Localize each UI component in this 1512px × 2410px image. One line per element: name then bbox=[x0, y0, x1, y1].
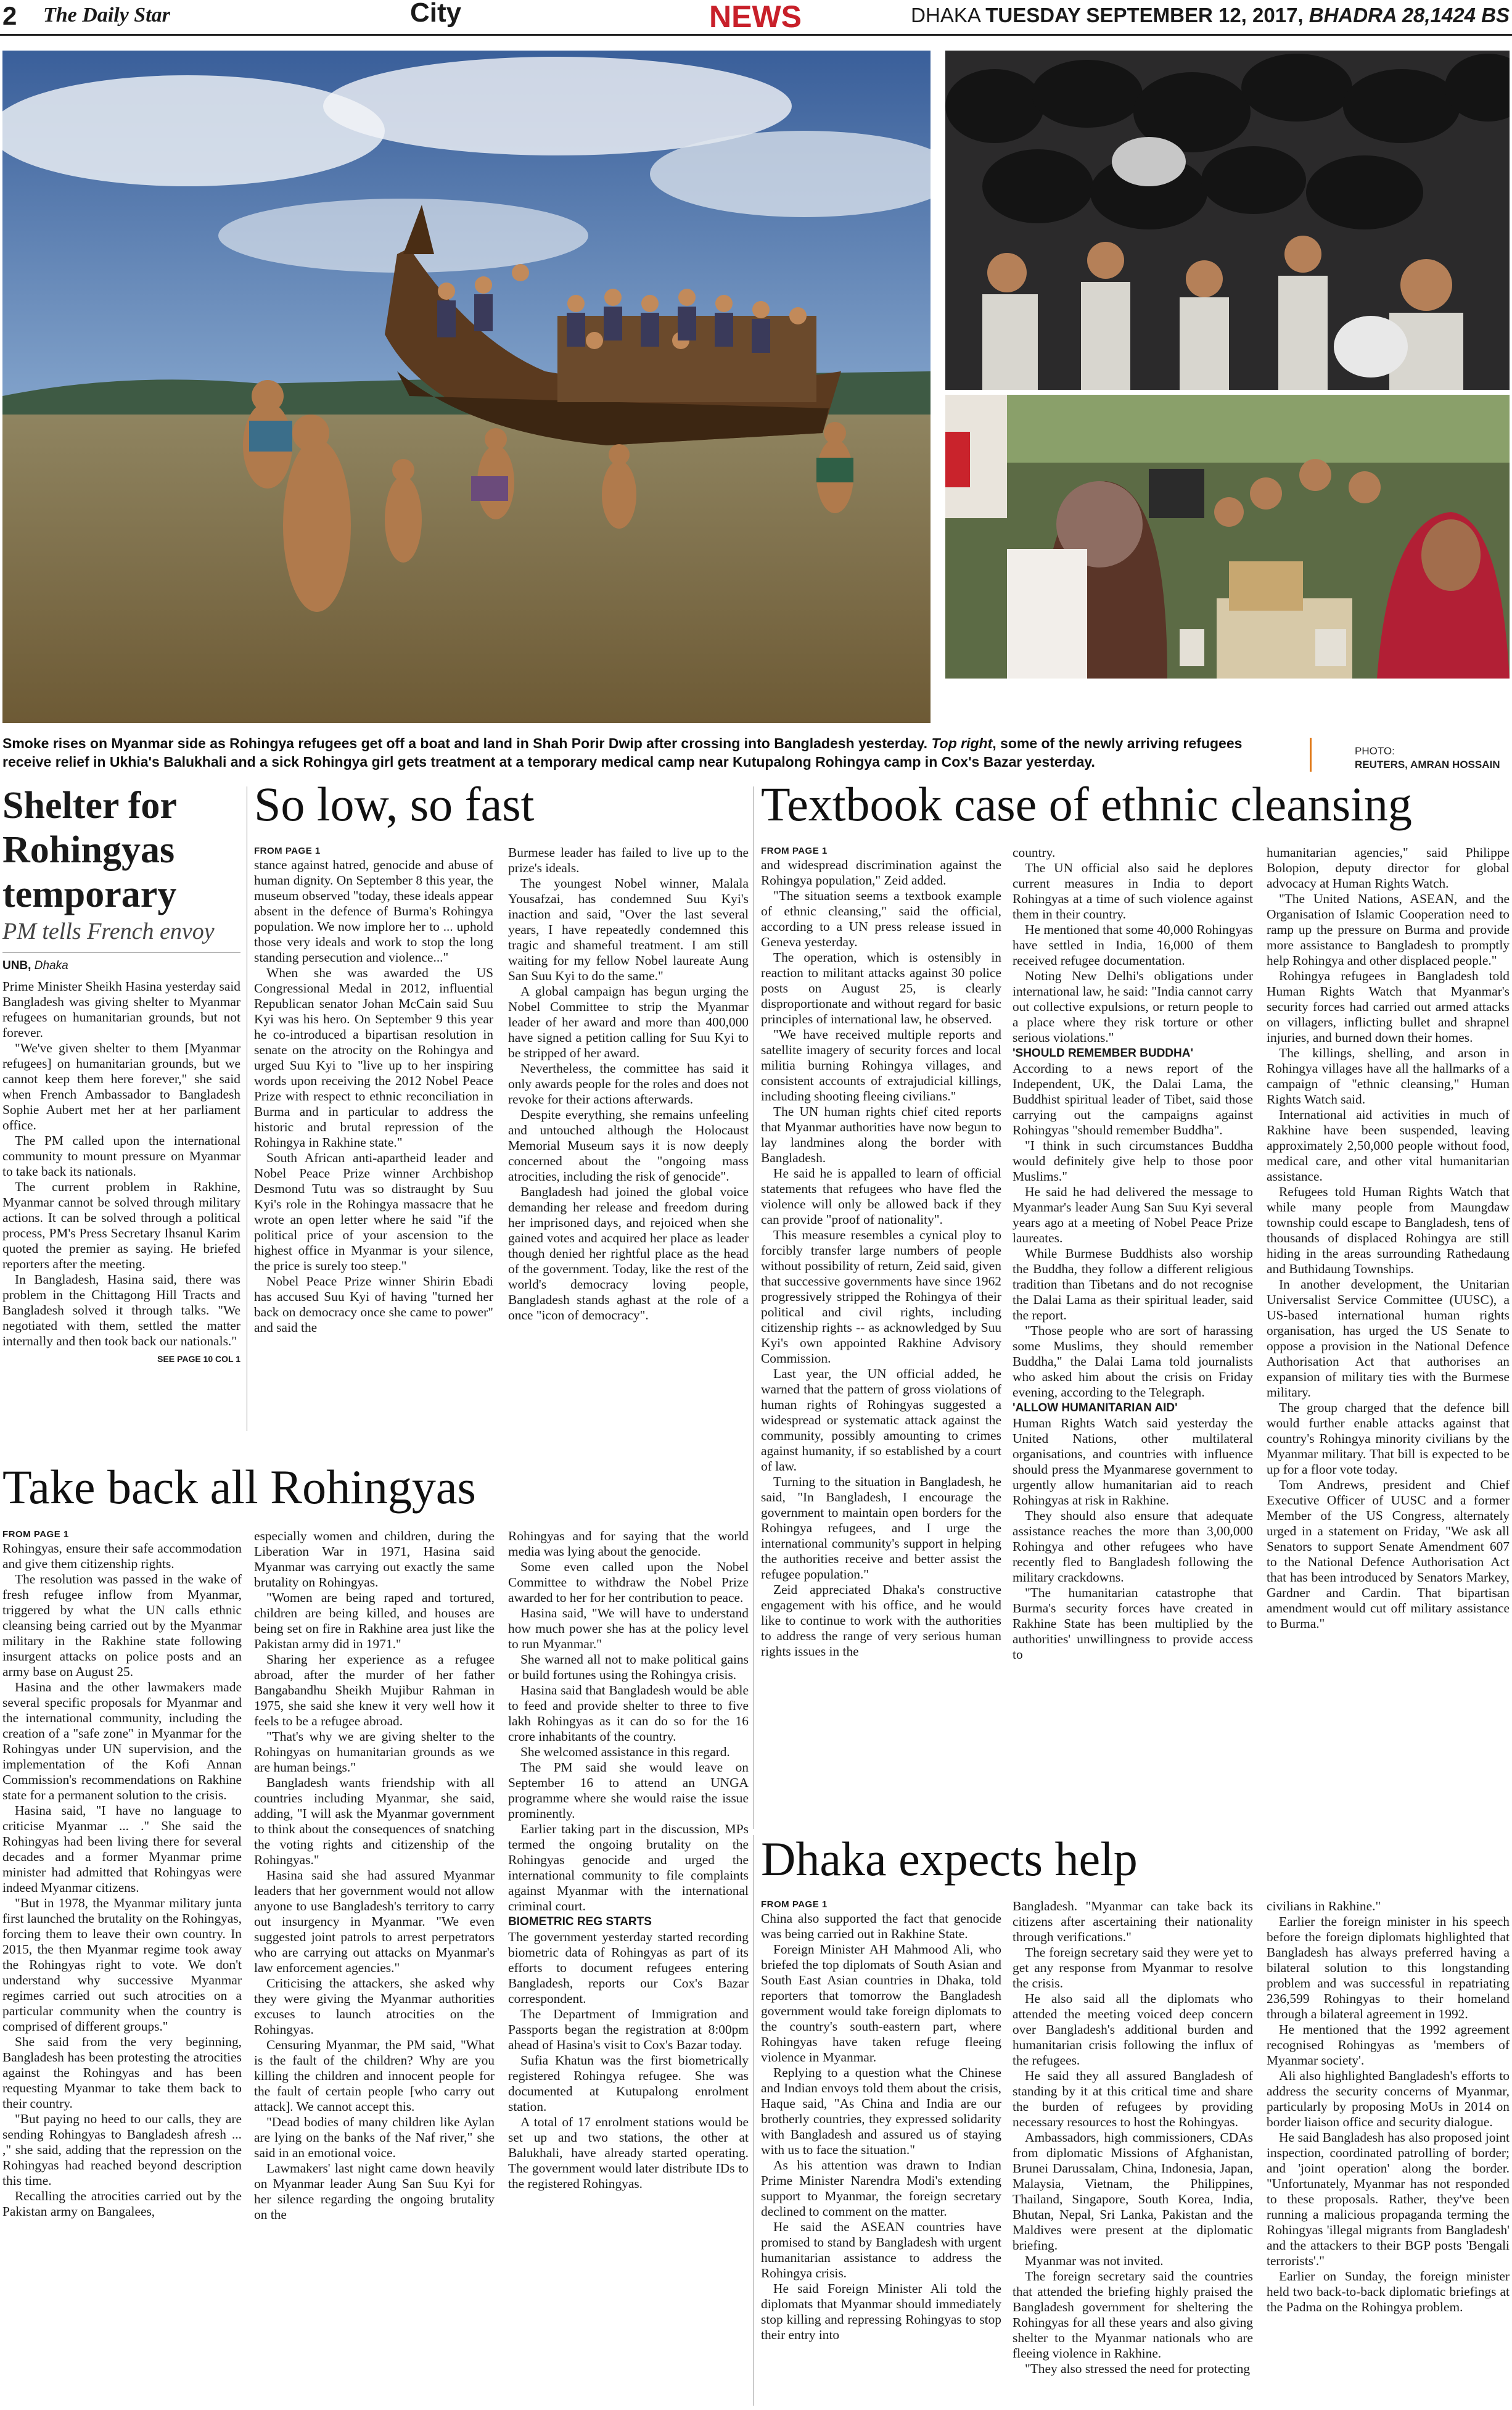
paragraph: Hasina said, "I have no language to criticise Myanmar ... ." She said the Rohingyas had been living there for several decades and a former Myanmar prime minister had admitted that Rohingyas were indeed Myanmar citizens. bbox=[2, 1803, 242, 1895]
credit-label: PHOTO: bbox=[1355, 745, 1395, 757]
paragraph: Noting New Delhi's obligations under international law, he said: "India cannot carry out collective expulsions, or return people to a place where they risk torture or other serious violations." bbox=[1013, 968, 1253, 1045]
paragraph: Ali also highlighted Bangladesh's efforts to address the security concerns of Myanmar, particularly by proposing MoUs in 2014 on border liaison office and security dialogue. bbox=[1267, 2068, 1510, 2129]
paragraph: The killings, shelling, and arson in Rohingya villages have all the hallmarks of a campaign of "ethnic cleansing," Human Rights Watch said. bbox=[1267, 1046, 1510, 1107]
subhead-remember-buddha: 'SHOULD REMEMBER BUDDHA' bbox=[1013, 1047, 1193, 1060]
paragraph: He said Bangladesh has also proposed joint inspection, coordinated patrolling of border; and 'joint operation' along the border. "Unfortunately, Myanmar has not responded to these proposals. Rather, they've been running a malicious propaganda terming the Rohingyas 'illegal migrants from Bangladesh' and the attackers to their BGP posts 'Bengali terrorists'." bbox=[1267, 2130, 1510, 2268]
shelter-see-page: SEE PAGE 10 COL 1 bbox=[157, 1354, 240, 1364]
paragraph: He said he is appalled to learn of official statements that refugees who have fled the violence will only be allowed back if they can provide "proof of nationality". bbox=[761, 1166, 1001, 1227]
paragraph: "The situation seems a textbook example of ethnic cleansing," said the official, according to a UN press release issued in Geneva yesterday. bbox=[761, 888, 1001, 949]
paragraph: and widespread discrimination against the Rohingya population," Zeid added. bbox=[761, 857, 1001, 888]
textbook-col-2 bbox=[1013, 845, 1253, 1832]
subhead-biometric: BIOMETRIC REG STARTS bbox=[508, 1915, 652, 1928]
paragraph: "I think in such circumstances Buddha would definitely give help to those poor Muslims." bbox=[1013, 1138, 1253, 1184]
dhaka-col-2 bbox=[1013, 1899, 1253, 2408]
paper-name: The Daily Star bbox=[43, 4, 170, 27]
paragraph: A global campaign has begun urging the Nobel Committee to strip the Myanmar leader of her award and more than 400,000 have signed a petition calling for Suu Kyi to be stripped of her award. bbox=[508, 984, 749, 1060]
paragraph: Human Rights Watch said yesterday the United Nations, other multilateral organisations, and countries with influence should press the Myanmarese government to urgently allow humanitarian aid to reach Rohingyas at risk in Rakhine. bbox=[1013, 1416, 1253, 1508]
paragraph: The foreign secretary said the countries that attended the briefing highly praised the Bangladesh government for sheltering the Rohingyas for all these years and also giving shelter to the Myanmar nationals who are fleeing violence in Rakhine. bbox=[1013, 2269, 1253, 2361]
photo-credit bbox=[1355, 745, 1509, 772]
paragraph: Rohingya refugees in Bangladesh told Human Rights Watch that Myanmar's security forces had carried out armed attacks on villagers, inflicting bullet and shrapnel injuries, and burned down their homes. bbox=[1267, 968, 1510, 1045]
paragraph: While Burmese Buddhists also worship the Buddha, they follow a different religious tradition than Tibetans and do not recognise the Dalai Lama as their spiritual leader, said the report. bbox=[1013, 1246, 1253, 1323]
paragraph: stance against hatred, genocide and abuse of human dignity. On September 8 this year, the museum observed "today, these ideals appear absent in the defence of Burma's Rohingya population. We now implore her to ... uphold those very ideals and work to stop the long standing persecution and violence..." bbox=[254, 857, 493, 965]
paragraph: Rohingyas and for saying that the world media was lying about the genocide. bbox=[508, 1529, 749, 1559]
paragraph: "They also stressed the need for protecting bbox=[1025, 2361, 1251, 2376]
relief-photo bbox=[945, 51, 1510, 390]
paragraph: Earlier taking part in the discussion, MPs termed the ongoing brutality on the Rohingyas genocide and urged the international community to file complaints against Myanmar with the international criminal court. bbox=[508, 1822, 749, 1913]
paragraph: She welcomed assistance in this regard. bbox=[520, 1744, 730, 1759]
paragraph: When she was awarded the US Congressional Medal in 2012, influential Republican senator Johan McCain said Suu Kyi was his hero. On September 9 this year he co-introduced a bipartisan resolution in senate on the atrocity on the Rohingya and urged Suu Kyi to "live up to her inspiring words upon receiving the 2012 Nobel Peace Prize with respect to ethnic reconciliation in Burma and in particular to address the historic and brutal repression of the Rohingya in Rakhine state." bbox=[254, 965, 493, 1150]
paragraph: He said Foreign Minister Ali told the diplomats that Myanmar should immediately stop killing and repressing Rohingyas to stop their entry into bbox=[761, 2281, 1001, 2342]
paragraph: Nobel Peace Prize winner Shirin Ebadi has accused Suu Kyi of having "turned her back on democracy once she came to power" and said the bbox=[254, 1274, 493, 1335]
medical-camp-photo-image bbox=[945, 395, 1510, 679]
dateline-prefix: DHAKA bbox=[911, 4, 986, 27]
paragraph: civilians in Rakhine." bbox=[1267, 1899, 1381, 1913]
paragraph: Bangladesh wants friendship with all countries including Myanmar, she said, adding, "I will ask the Myanmar government to think about the consequences of snatching the voting rights and citizenship of the Rohingyas." bbox=[254, 1775, 495, 1867]
paragraph: The UN official also said he deplores current measures in India to deport Rohingyas at a time of such violence against them in their country. bbox=[1013, 860, 1253, 922]
paragraph: Refugees told Human Rights Watch that while many people from Maungdaw township could escape to Bangladesh, tens of thousands of displaced Rohingya are still hiding in the areas surrounding Rathedaung and Buthidaung Townships. bbox=[1267, 1184, 1510, 1276]
solow-col-2 bbox=[508, 845, 749, 1437]
paragraph: country. bbox=[1013, 845, 1056, 860]
caption-divider bbox=[1310, 738, 1312, 772]
paragraph: The PM said she would leave on September 16 to attend an UNGA programme where she would raise the issue prominently. bbox=[508, 1760, 749, 1821]
relief-photo-image bbox=[945, 51, 1510, 390]
paragraph: He mentioned that some 40,000 Rohingyas have settled in India, 16,000 of them received refugee documentation. bbox=[1013, 922, 1253, 968]
textbook-headline: Textbook case of ethnic cleansing bbox=[761, 777, 1412, 831]
paragraph: He said the ASEAN countries have promised to stand by Bangladesh with urgent humanitarian assistance to address the Rohingya crisis. bbox=[761, 2219, 1001, 2280]
paragraph: Earlier the foreign minister in his speech before the foreign diplomats highlighted that Bangladesh has always preferred having a bilateral solution to this longstanding problem and was successful in repatriating 236,599 Rohingyas to their homeland through a bilateral agreement in 1992. bbox=[1267, 1914, 1510, 2021]
dateline-bangla: BHADRA 28,1424 BS bbox=[1303, 4, 1510, 27]
paragraph: Lawmakers' last night came down heavily on Myanmar leader Aung San Suu Kyi for her silence regarding the ongoing brutality on the bbox=[254, 2161, 495, 2222]
paragraph: Turning to the situation in Bangladesh, he said, "In Bangladesh, I encourage the government to maintain open borders for the Rohingya refugees, and I urge the international community's support in helping the authorities receive and better assist the refugee population." bbox=[761, 1474, 1001, 1582]
takeback-col-1 bbox=[2, 1529, 242, 2408]
paragraph: The operation, which is ostensibly in reaction to militant attacks against 30 police posts on August 25, is clearly disproportionate and without regard for basic principles of international law, he observed. bbox=[761, 950, 1001, 1026]
boat-photo-image bbox=[2, 51, 931, 723]
paragraph: The PM called upon the international community to mount pressure on Myanmar to take back its nationals. bbox=[2, 1133, 240, 1179]
paragraph: Foreign Minister AH Mahmood Ali, who briefed the top diplomats of South Asian and South East Asian countries in Dhaka, told reporters that tomorrow the Bangladesh government would take foreign diplomats to the country's south-eastern part, where Rohingyas have taken refuge fleeing violence in Myanmar. bbox=[761, 1942, 1001, 2065]
paragraph: Replying to a question what the Chinese and Indian envoys told them about the crisis, Haque said, "As China and India are our brotherly countries, they expressed solidarity with Bangladesh and assured us of staying with us to face the situation." bbox=[761, 2065, 1001, 2157]
news-label: NEWS bbox=[709, 0, 802, 34]
paragraph: Hasina and the other lawmakers made several specific proposals for Myanmar and the international community, including the creation of a "safe zone" in Myanmar for the Rohingyas under UN supervision, and the implementation of the Kofi Annan Commission's recommendations on Rakhine state for a permanent solution to the crisis. bbox=[2, 1680, 242, 1802]
paragraph: Censuring Myanmar, the PM said, "What is the fault of the children? Why are you killing the children and innocent people for the fault of certain people [who carry out attack]. We cannot accept this. bbox=[254, 2037, 495, 2114]
paragraph: China also supported the fact that genocide was being carried out in Rakhine State. bbox=[761, 1911, 1001, 1941]
paragraph: South African anti-apartheid leader and Nobel Peace Prize winner Archbishop Desmond Tutu was so distraught by Suu Kyi's role in the Rohingya massacre that he wrote an open letter where he said "if the political price of your ascension to the highest office in Myanmar is your silence, the price is surely too steep." bbox=[254, 1150, 493, 1273]
paragraph: They should also ensure that adequate assistance reaches the more than 3,00,000 Rohingya and other refugees who have recently fled to Bangladesh following the military crackdowns. bbox=[1013, 1508, 1253, 1585]
solow-headline: So low, so fast bbox=[254, 777, 535, 831]
dhaka-col-3 bbox=[1267, 1899, 1510, 2408]
dateline-date: TUESDAY SEPTEMBER 12, 2017, bbox=[985, 4, 1304, 27]
paragraph: Bangladesh had joined the global voice demanding her release and freedom during her imprisoned days, and rejoiced when she gained votes and acquired her place as leader though denied her rightful place as the head of the government. Today, like the rest of the world's democracy loving people, Bangladesh stands aghast at the role of a once "icon of democracy". bbox=[508, 1184, 749, 1323]
paragraph: "The United Nations, ASEAN, and the Organisation of Islamic Cooperation need to ramp up the pressure on Burma and provide more assistance to Bangladesh to promptly help Rohingya and other displaced people." bbox=[1267, 891, 1510, 968]
paragraph: The government yesterday started recording biometric data of Rohingyas as part of its efforts to document refugees entering Bangladesh, reports our Cox's Bazar correspondent. bbox=[508, 1929, 749, 2006]
dhaka-from-page: FROM PAGE 1 bbox=[761, 1899, 828, 1910]
solow-col-1 bbox=[254, 845, 493, 1437]
paragraph: Burmese leader has failed to live up to the prize's ideals. bbox=[508, 845, 749, 875]
paragraph: Prime Minister Sheikh Hasina yesterday said Bangladesh was giving shelter to Myanmar refugees on humanitarian grounds, but not forever. bbox=[2, 979, 240, 1040]
paragraph: "But paying no heed to our calls, they are sending Rohingyas to Bangladesh afresh ... ," she said, adding that the repression on the Rohingyas had reached beyond description this time. bbox=[2, 2111, 242, 2188]
page-number: 2 bbox=[2, 1, 17, 30]
paragraph: Hasina said that Bangladesh would be able to feed and provide shelter to three to five lakh Rohingyas as it can do so for the 16 crore inhabitants of the country. bbox=[508, 1683, 749, 1744]
paragraph: "Those people who are sort of harassing some Muslims, they should remember Buddha," the Dalai Lama told journalists who asked him about the crisis on Friday evening, according to the Telegraph. bbox=[1013, 1323, 1253, 1400]
paragraph: The UN human rights chief cited reports that Myanmar authorities have now begun to lay landmines along the border with Bangladesh. bbox=[761, 1104, 1001, 1165]
paragraph: He said he had delivered the message to Myanmar's leader Aung San Suu Kyi several years ago at a meeting of Nobel Peace Prize laureates. bbox=[1013, 1184, 1253, 1245]
paragraph: "Dead bodies of many children like Aylan are lying on the banks of the Naf river," she said in an emotional voice. bbox=[254, 2115, 495, 2160]
paragraph: He said they all assured Bangladesh of standing by it at this critical time and share the burden of refugees by providing necessary resources to host the Rohingyas. bbox=[1013, 2068, 1253, 2129]
takeback-from-page: FROM PAGE 1 bbox=[2, 1529, 69, 1540]
paragraph: In Bangladesh, Hasina said, there was problem in the Chittagong Hill Tracts and Bangladesh solved it through talks. "We negotiated with them, settled the matter internally and then took back our nationals." bbox=[2, 1272, 240, 1348]
shelter-rule bbox=[2, 952, 240, 953]
section-name: City bbox=[410, 0, 462, 28]
paragraph: Earlier on Sunday, the foreign minister held two back-to-back diplomatic briefings at the Padma on the Rohingya problem. bbox=[1267, 2269, 1510, 2314]
shelter-byline-place: Dhaka bbox=[34, 959, 68, 972]
subhead-humanitarian-aid: 'ALLOW HUMANITARIAN AID' bbox=[1013, 1401, 1178, 1414]
paragraph: Recalling the atrocities carried out by the Pakistan army on Bangalees, bbox=[2, 2189, 242, 2219]
paragraph: International aid activities in much of Rakhine have been suspended, leaving approximately 2,50,000 people without food, medical care, and other vital humanitarian assistance. bbox=[1267, 1107, 1510, 1184]
paragraph: Nevertheless, the committee has said it only awards people for the roles and does not revoke for their actions afterwards. bbox=[508, 1061, 749, 1107]
shelter-headline-2: Rohingyas bbox=[2, 829, 175, 871]
paragraph: Despite everything, she remains unfeeling and untouched although the Holocaust Memorial Museum says it is now deeply concerned about the "ongoing mass atrocities, including the risk of genocide". bbox=[508, 1107, 749, 1184]
medical-camp-photo bbox=[945, 395, 1510, 679]
shelter-headline-3: temporary bbox=[2, 873, 177, 915]
shelter-byline-agency: UNB, bbox=[2, 959, 35, 972]
paragraph: Hasina said, "We will have to understand how much power she has at the policy level to run Myanmar." bbox=[508, 1606, 749, 1651]
paragraph: Last year, the UN official added, he warned that the pattern of gross violations of human rights of Rohingyas suggested a widespread or systematic attack against the community, possibly amounting to crimes against humanity, if so established by a court of law. bbox=[761, 1366, 1001, 1474]
boat-photo bbox=[2, 51, 931, 723]
paragraph: "But in 1978, the Myanmar military junta first launched the brutality on the Rohingyas, forcing them to leave their own country. In 2015, the then Myanmar regime took away the Rohingyas right to vote. We don't understand why successive Myanmar regimes carried out such atrocities on a particular community when the country is comprised of different groups." bbox=[2, 1896, 242, 2034]
paragraph: He mentioned that the 1992 agreement recognised Rohingyas as 'members of Myanmar society'. bbox=[1267, 2022, 1510, 2068]
paragraph: Tom Andrews, president and Chief Executive Officer of UUSC and a former Member of the US Congress, alternately urged in a statement on Friday, "We ask all Senators to support Senate Amendment 607 to the National Defence Authorisation Act that has been introduced by Senators Markey, Gardner and Cardin. That bipartisan amendment would cut off military assistance to Burma." bbox=[1267, 1477, 1510, 1631]
paragraph: He also said all the diplomats who attended the meeting voiced deep concern over Bangladesh's additional burden and humanitarian crisis following the influx of the refugees. bbox=[1013, 1991, 1253, 2068]
paragraph: Myanmar was not invited. bbox=[1025, 2253, 1164, 2268]
dhaka-col-1 bbox=[761, 1899, 1001, 2408]
shelter-subheadline: PM tells French envoy bbox=[2, 918, 215, 944]
paragraph: The foreign secretary said they were yet to get any response from Myanmar to resolve the crisis. bbox=[1013, 1945, 1253, 1991]
masthead bbox=[0, 0, 1512, 36]
shelter-body bbox=[2, 979, 240, 1392]
paragraph: Bangladesh. "Myanmar can take back its citizens after ascertaining their nationality through verifications." bbox=[1013, 1899, 1253, 1944]
textbook-col-3 bbox=[1267, 845, 1510, 1832]
paragraph: The resolution was passed in the wake of fresh refugee inflow from Myanmar, triggered by what the UN calls ethnic cleansing being carried out by the Myanmar military in the Rakhine state following insurgent attacks on police posts and an army base on August 25. bbox=[2, 1572, 242, 1679]
paragraph: "Women are being raped and tortured, children are being killed, and houses are being set on fire in Rakhine area just like the Pakistan army did in 1971." bbox=[254, 1590, 495, 1651]
paragraph: "That's why we are giving shelter to the Rohingyas on humanitarian grounds as we are human beings." bbox=[254, 1729, 495, 1775]
paragraph: Zeid appreciated Dhaka's constructive engagement with his office, and he would like to continue to work with the authorities to address the range of very serious human rights issues in the bbox=[761, 1582, 1001, 1659]
paragraph: The Department of Immigration and Passports began the registration at 8:00pm ahead of Hasina's visit to Cox's Bazar today. bbox=[508, 2007, 749, 2052]
paragraph: humanitarian agencies," said Philippe Bolopion, deputy director for global advocacy at Human Rights Watch. bbox=[1267, 845, 1510, 891]
paragraph: "We've given shelter to them [Myanmar refugees] on humanitarian grounds, but we cannot keep them here forever," she said when French Ambassador to Bangladesh Sophie Aubert met her at her parliament office. bbox=[2, 1041, 240, 1133]
dhaka-headline: Dhaka expects help bbox=[761, 1832, 1138, 1886]
dateline bbox=[911, 4, 1510, 27]
paragraph: The current problem in Rakhine, Myanmar cannot be solved through military actions. It can be solved through a political process, PM's Press Secretary Ihsanul Karim quoted the premier as saying. He briefed reporters after the meeting. bbox=[2, 1179, 240, 1271]
takeback-headline: Take back all Rohingyas bbox=[2, 1460, 476, 1514]
paragraph: Sufia Khatun was the first biometrically registered Rohingya refugee. She was documented at Kutupalong enrolment station. bbox=[508, 2053, 749, 2114]
story-shelter bbox=[2, 783, 240, 1392]
shelter-headline-1: Shelter for bbox=[2, 785, 177, 827]
paragraph: "The humanitarian catastrophe that Burma's security forces have created in Rakhine State has been multiplied by the authorities' unwillingness to provide access to bbox=[1013, 1585, 1253, 1662]
solow-from-page: FROM PAGE 1 bbox=[254, 846, 321, 856]
paragraph: As his attention was drawn to Indian Prime Minister Narendra Modi's extending support to Myanmar, the foreign secretary declined to comment on the matter. bbox=[761, 2158, 1001, 2219]
paragraph: According to a news report of the Independent, UK, the Dalai Lama, the Buddhist spiritual leader of Tibet, said those carrying out the campaigns against Rohingyas "should remember Buddha". bbox=[1013, 1061, 1253, 1137]
paragraph: Ambassadors, high commissioners, CDAs from diplomatic Missions of Afghanistan, Brunei Darussalam, China, Indonesia, Japan, Malaysia, Vietnam, the Philippines, Thailand, Singapore, South Korea, India, Bhutan, Nepal, Sri Lanka, Pakistan and the Maldives were present at the diplomatic briefing. bbox=[1013, 2130, 1253, 2253]
paragraph: Hasina said she had assured Myanmar leaders that her government would not allow anyone to use Bangladesh's territory to carry out insurgency in Myanmar. "We even suggested joint patrols to arrest perpetrators who are carrying out attacks on Myanmar's law enforcement agencies." bbox=[254, 1868, 495, 1975]
takeback-col-2 bbox=[254, 1529, 495, 2408]
paragraph: The group charged that the defence bill would further enable attacks against that country's Rohingya minority civilians by the Myanmar military. That bill is expected to be up for a floor vote today. bbox=[1267, 1400, 1510, 1477]
paragraph: Criticising the attackers, she asked why they were giving the Myanmar authorities excuses to launch atrocities on the Rohingyas. bbox=[254, 1976, 495, 2037]
paragraph: Rohingyas, ensure their safe accommodation and give them citizenship rights. bbox=[2, 1541, 242, 1571]
credit-names: REUTERS, AMRAN HOSSAIN bbox=[1355, 759, 1500, 770]
caption-part-1: Smoke rises on Myanmar side as Rohingya refugees get off a boat and land in Shah Porir Dwip after crossing into Bangladesh yesterday. bbox=[2, 735, 932, 751]
paragraph: The youngest Nobel winner, Malala Yousafzai, has condemned Suu Kyi's inaction and said, "Over the last several years, I have repeatedly condemned this tragic and shameful treatment. I am still waiting for my fellow Nobel laureate Aung San Suu Kyi to do the same." bbox=[508, 876, 749, 983]
paragraph: She said from the very beginning, Bangladesh has been protesting the atrocities against the Rohingyas and has been requesting Myanmar to take them back to their country. bbox=[2, 2034, 242, 2111]
paragraph: Sharing her experience as a refugee abroad, after the murder of her father Bangabandhu Sheikh Mujibur Rahman in 1975, she said she knew it very well how it feels to be a refugee abroad. bbox=[254, 1652, 495, 1728]
paragraph: Some even called upon the Nobel Committee to withdraw the Nobel Prize awarded to her for her contribution to peace. bbox=[508, 1559, 749, 1605]
caption-part-2: , some of the newly arriving refugees receive relief in Ukhia's Balukhali and a sick Rohingya girl gets treatment at a temporary medical camp near Kutupalong Rohingya camp in Cox's Bazar yesterday. bbox=[2, 735, 1243, 770]
photo-caption bbox=[2, 734, 1285, 771]
takeback-col-3 bbox=[508, 1529, 749, 2408]
paragraph: A total of 17 enrolment stations would be set up and two stations, the other at Balukhali, have already started operating. The government would later distribute IDs to the registered Rohingyas. bbox=[508, 2115, 749, 2191]
shelter-byline bbox=[2, 959, 240, 973]
textbook-from-page: FROM PAGE 1 bbox=[761, 846, 828, 856]
paragraph: "We have received multiple reports and satellite imagery of security forces and local militia burning Rohingya villages, and consistent accounts of extrajudicial killings, including shooting fleeing civilians." bbox=[761, 1027, 1001, 1104]
paragraph: This measure resembles a cynical ploy to forcibly transfer large numbers of people without possibility of return, Zeid said, given that successive governments have since 1962 progressively stripped the Rohingya of their political and civil rights, including citizenship rights -- as acknowledged by Suu Kyi's own appointed Rakhine Advisory Commission. bbox=[761, 1228, 1001, 1366]
caption-italic: Top right bbox=[931, 735, 993, 751]
textbook-col-1 bbox=[761, 845, 1001, 1832]
paragraph: She warned all not to make political gains or build fortunes using the Rohingya crisis. bbox=[508, 1652, 749, 1682]
paragraph: especially women and children, during the Liberation War in 1971, Hasina said Myanmar was carrying out exactly the same brutality on Rohingyas. bbox=[254, 1529, 495, 1590]
paragraph: In another development, the Unitarian Universalist Service Committee (UUSC), a US-based international human rights organisation, has urged the US Senate to oppose a provision in the National Defence Authorisation Act that authorises an expansion of military ties with the Burmese military. bbox=[1267, 1277, 1510, 1400]
